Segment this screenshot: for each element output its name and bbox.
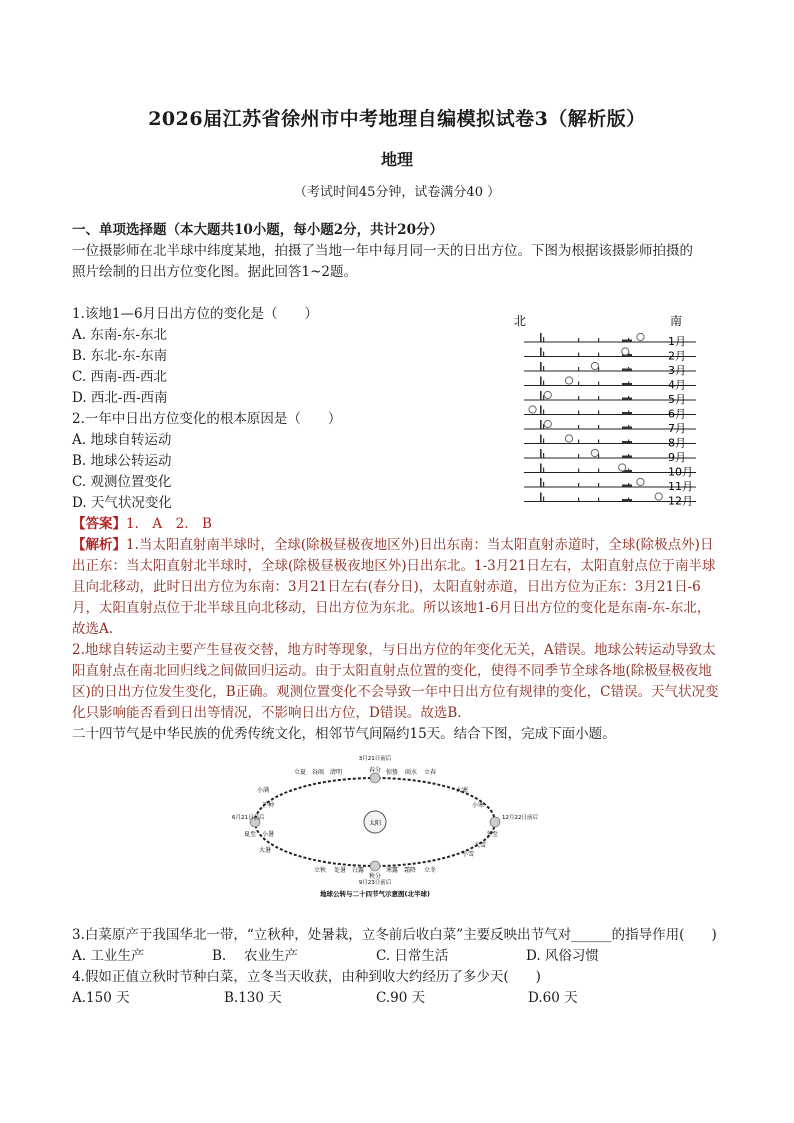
figure2-caption: 地球公转与二十四节气示意图(北半球)	[320, 890, 430, 898]
earth-top-icon	[370, 773, 380, 783]
landmark-mark	[578, 425, 579, 429]
solar-term-label: 大暑	[258, 847, 272, 854]
earth-right-icon	[490, 817, 500, 827]
sun-position-marker	[655, 493, 662, 500]
q2-stem: 2.一年中日出方位变化的根本原因是（ ）	[72, 411, 342, 427]
month-label: 10月	[668, 465, 693, 479]
month-label: 6月	[668, 407, 686, 421]
landmark-mark	[540, 377, 542, 386]
landmark-mark	[578, 498, 579, 502]
month-label: 12月	[668, 494, 693, 508]
landmark-mark	[543, 337, 544, 342]
month-label: 5月	[668, 393, 686, 406]
q3-stem: 3.白菜原产于我国华北一带，“立秋种，处暑栽，立冬前后收白菜”主要反映出节气对______的指导作用( )	[72, 927, 717, 943]
q2-option-b[interactable]: B. 地球公转运动	[72, 453, 172, 469]
landmark-building	[622, 427, 632, 430]
solar-term-label: 雨水	[404, 769, 418, 776]
sunrise-direction-figure	[508, 312, 730, 508]
landmark-mark	[598, 498, 599, 502]
landmark-mark	[540, 391, 542, 400]
section1-intro-line1: 一位摄影师在北半球中纬度某地，拍摄了当地一年中每月同一天的日出方位。下图为根据该摄影师拍摄的	[72, 243, 693, 259]
q4-option-b[interactable]: B.130 天	[224, 990, 282, 1006]
q3-option-b[interactable]: B. 农业生产	[212, 948, 299, 964]
marker-bottom: 9月23日前后	[358, 880, 392, 886]
page-title: 2026届江苏省徐州市中考地理自编模拟试卷3（解析版）	[148, 108, 646, 130]
solar-term-label: 清明	[329, 769, 343, 776]
solar-term-label: 立春	[423, 769, 437, 776]
landmark-mark	[540, 449, 542, 458]
sun-position-marker	[622, 348, 629, 355]
month-label: 11月	[668, 480, 693, 493]
solar-term-label: 谷雨	[311, 769, 325, 776]
sun-position-marker	[529, 406, 536, 413]
solar-term-label: 芒种	[261, 802, 275, 809]
landmark-mark	[543, 381, 544, 386]
month-label: 8月	[668, 436, 686, 450]
landmark-mark	[543, 410, 544, 415]
landmark-building	[622, 369, 632, 372]
landmark-mark	[540, 435, 542, 444]
solar-term-label: 大雪	[473, 842, 487, 849]
landmark-mark	[578, 382, 579, 386]
landmark-mark	[540, 464, 542, 473]
solar-term-label: 小暑	[261, 831, 275, 838]
sun-position-marker	[591, 362, 598, 369]
landmark-mark	[540, 348, 542, 357]
answer-label: 【答案】	[72, 516, 126, 532]
solar-term-label: 立冬	[423, 867, 437, 874]
landmark-mark	[543, 482, 544, 487]
landmark-building	[622, 456, 632, 459]
north-label: 北	[514, 314, 527, 328]
landmark-mark	[598, 382, 599, 386]
landmark-mark	[578, 483, 579, 487]
analysis-paragraph-2: 2.地球自转运动主要产生昼夜交替，地方时等现象，与日出方位的年变化无关，A错误。地球公转运动导致太阳直射点在南北回归线之间做回归运动。由于太阳直射点位置的变化，使得不同季节全球各地(除极昼极夜地区)的日出方位发生变化，B正确。观测位置变化不会导致一年中日出方位有规律的变化，C错误。天气状况变化只影响能否看到日出等情况，不影响日出方位，D错误。故选B.	[72, 642, 719, 721]
sun-position-marker	[565, 435, 572, 442]
analysis-label: 【解析】	[72, 537, 126, 553]
landmark-mark	[578, 396, 579, 400]
sun-label: 太阳	[368, 820, 382, 827]
solar-term-label: 小雪	[461, 851, 475, 858]
marker-left: 6月21日前后	[232, 815, 265, 821]
landmark-building	[622, 383, 632, 386]
section2-intro: 二十四节气是中华民族的优秀传统文化，相邻节气间隔约15天。结合下图，完成下面小题。	[72, 726, 616, 742]
q1-option-d[interactable]: D. 西北-西-西南	[72, 390, 168, 406]
landmark-mark	[540, 420, 542, 429]
sun-position-marker	[565, 377, 572, 384]
landmark-mark	[598, 440, 599, 444]
q4-stem: 4.假如正值立秋时节种白菜，立冬当天收获，由种到收大约经历了多少天( )	[72, 969, 541, 985]
q1-option-b[interactable]: B. 东北-东-东南	[72, 348, 168, 364]
marker-right: 12月22日前后	[502, 815, 538, 821]
landmark-mark	[598, 353, 599, 357]
sun-position-marker	[637, 333, 644, 340]
south-label: 南	[670, 314, 683, 328]
landmark-mark	[540, 478, 542, 487]
landmark-mark	[543, 352, 544, 357]
q2-option-a[interactable]: A. 地球自转运动	[72, 432, 172, 448]
q1-option-c[interactable]: C. 西南-西-西北	[72, 369, 168, 385]
landmark-building	[622, 340, 632, 343]
answer-text: 1. A 2. B	[126, 516, 212, 532]
q3-option-d[interactable]: D. 风俗习惯	[526, 948, 599, 964]
solar-term-label: 夏至	[243, 831, 257, 838]
sun-position-marker	[544, 391, 551, 398]
q3-option-c[interactable]: C. 日常生活	[376, 948, 449, 964]
month-rows	[524, 333, 696, 508]
section1-heading: 一、单项选择题（本大题共10小题，每小题2分，共计20分）	[72, 222, 443, 238]
solar-term-label: 白露	[351, 867, 365, 874]
solar-term-label: 霜降	[403, 867, 417, 874]
answer-line	[72, 514, 212, 535]
q2-option-c[interactable]: C. 观测位置变化	[72, 474, 172, 490]
section1-intro-line2: 照片绘制的日出方位变化图。据此回答1~2题。	[72, 264, 357, 280]
sun-position-marker	[619, 464, 626, 471]
solar-term-label: 冬至	[485, 831, 499, 838]
q4-option-d[interactable]: D.60 天	[528, 990, 578, 1006]
sun-position-marker	[544, 420, 551, 427]
landmark-mark	[540, 493, 542, 502]
solar-term-label: 小寒	[471, 802, 485, 809]
landmark-mark	[540, 406, 542, 415]
solar-term-label: 惊蛰	[385, 769, 399, 776]
landmark-building	[622, 499, 632, 502]
landmark-mark	[598, 469, 599, 473]
solar-term-label: 秋分	[368, 873, 382, 880]
q3-options	[72, 946, 599, 967]
exam-info: （考试时间45分钟，试卷满分40 ）	[293, 185, 501, 200]
month-label: 1月	[668, 335, 686, 348]
solar-term-label: 大寒	[455, 787, 469, 794]
landmark-building	[622, 412, 632, 415]
earth-bottom-icon	[370, 861, 380, 871]
solar-term-label: 寒露	[385, 867, 399, 874]
landmark-mark	[578, 469, 579, 473]
q1-option-a[interactable]: A. 东南-东-东北	[72, 327, 167, 343]
q2-option-d[interactable]: D. 天气状况变化	[72, 495, 172, 511]
solar-terms-orbit-figure	[230, 752, 538, 902]
landmark-mark	[543, 453, 544, 458]
landmark-mark	[543, 439, 544, 444]
solar-term-label: 立夏	[293, 769, 307, 776]
month-label: 4月	[668, 378, 686, 392]
sun-position-marker	[637, 478, 644, 485]
sun-position-marker	[591, 449, 598, 456]
q4-option-a[interactable]: A.150 天	[72, 990, 130, 1006]
solar-term-label: 处暑	[333, 867, 347, 874]
landmark-mark	[578, 440, 579, 444]
month-label: 7月	[668, 422, 686, 435]
month-label: 3月	[668, 364, 686, 377]
landmark-building	[622, 398, 632, 401]
marker-top: 3月21日前后	[358, 756, 392, 762]
landmark-mark	[578, 411, 579, 415]
landmark-building	[622, 485, 632, 488]
landmark-mark	[578, 353, 579, 357]
solar-term-label: 小满	[256, 787, 270, 794]
landmark-mark	[578, 338, 579, 342]
solar-term-label: 立秋	[313, 867, 327, 874]
landmark-mark	[543, 497, 544, 502]
analysis-paragraph-1	[72, 535, 720, 640]
landmark-building	[622, 441, 632, 444]
subject-heading: 地理	[380, 150, 413, 169]
analysis-text-1: 1.当太阳直射南半球时，全球(除极昼极夜地区外)日出东南：当太阳直射赤道时，全球(除极点外)日出正东：当太阳直射北半球时，全球(除极昼极夜地区外)日出东北。1-3月21日左右，太阳直射点位于南半球且向北移动，此时日出方位为东南：3月21日左右(春分日)，太阳直射赤道，日出方位为正东：3月21日-6月，太阳直射点位于北半球且向北移动，日出方位为东北。所以该地1-6月日出方位的变化是东南-东-东北，故选A.	[72, 537, 716, 637]
landmark-mark	[578, 367, 579, 371]
landmark-mark	[543, 366, 544, 371]
landmark-mark	[598, 338, 599, 342]
landmark-mark	[543, 468, 544, 473]
landmark-mark	[578, 454, 579, 458]
month-label: 2月	[668, 349, 686, 363]
landmark-mark	[598, 396, 599, 400]
landmark-mark	[598, 425, 599, 429]
q4-option-c[interactable]: C.90 天	[376, 990, 426, 1006]
landmark-mark	[540, 362, 542, 371]
landmark-mark	[598, 483, 599, 487]
landmark-mark	[598, 411, 599, 415]
q1-stem: 1.该地1—6月日出方位的变化是（ ）	[72, 306, 319, 322]
month-label: 9月	[668, 451, 686, 464]
q4-options	[72, 988, 578, 1009]
landmark-mark	[540, 333, 542, 342]
solar-term-label: 春分	[368, 767, 382, 774]
q3-option-a[interactable]: A. 工业生产	[72, 948, 145, 964]
